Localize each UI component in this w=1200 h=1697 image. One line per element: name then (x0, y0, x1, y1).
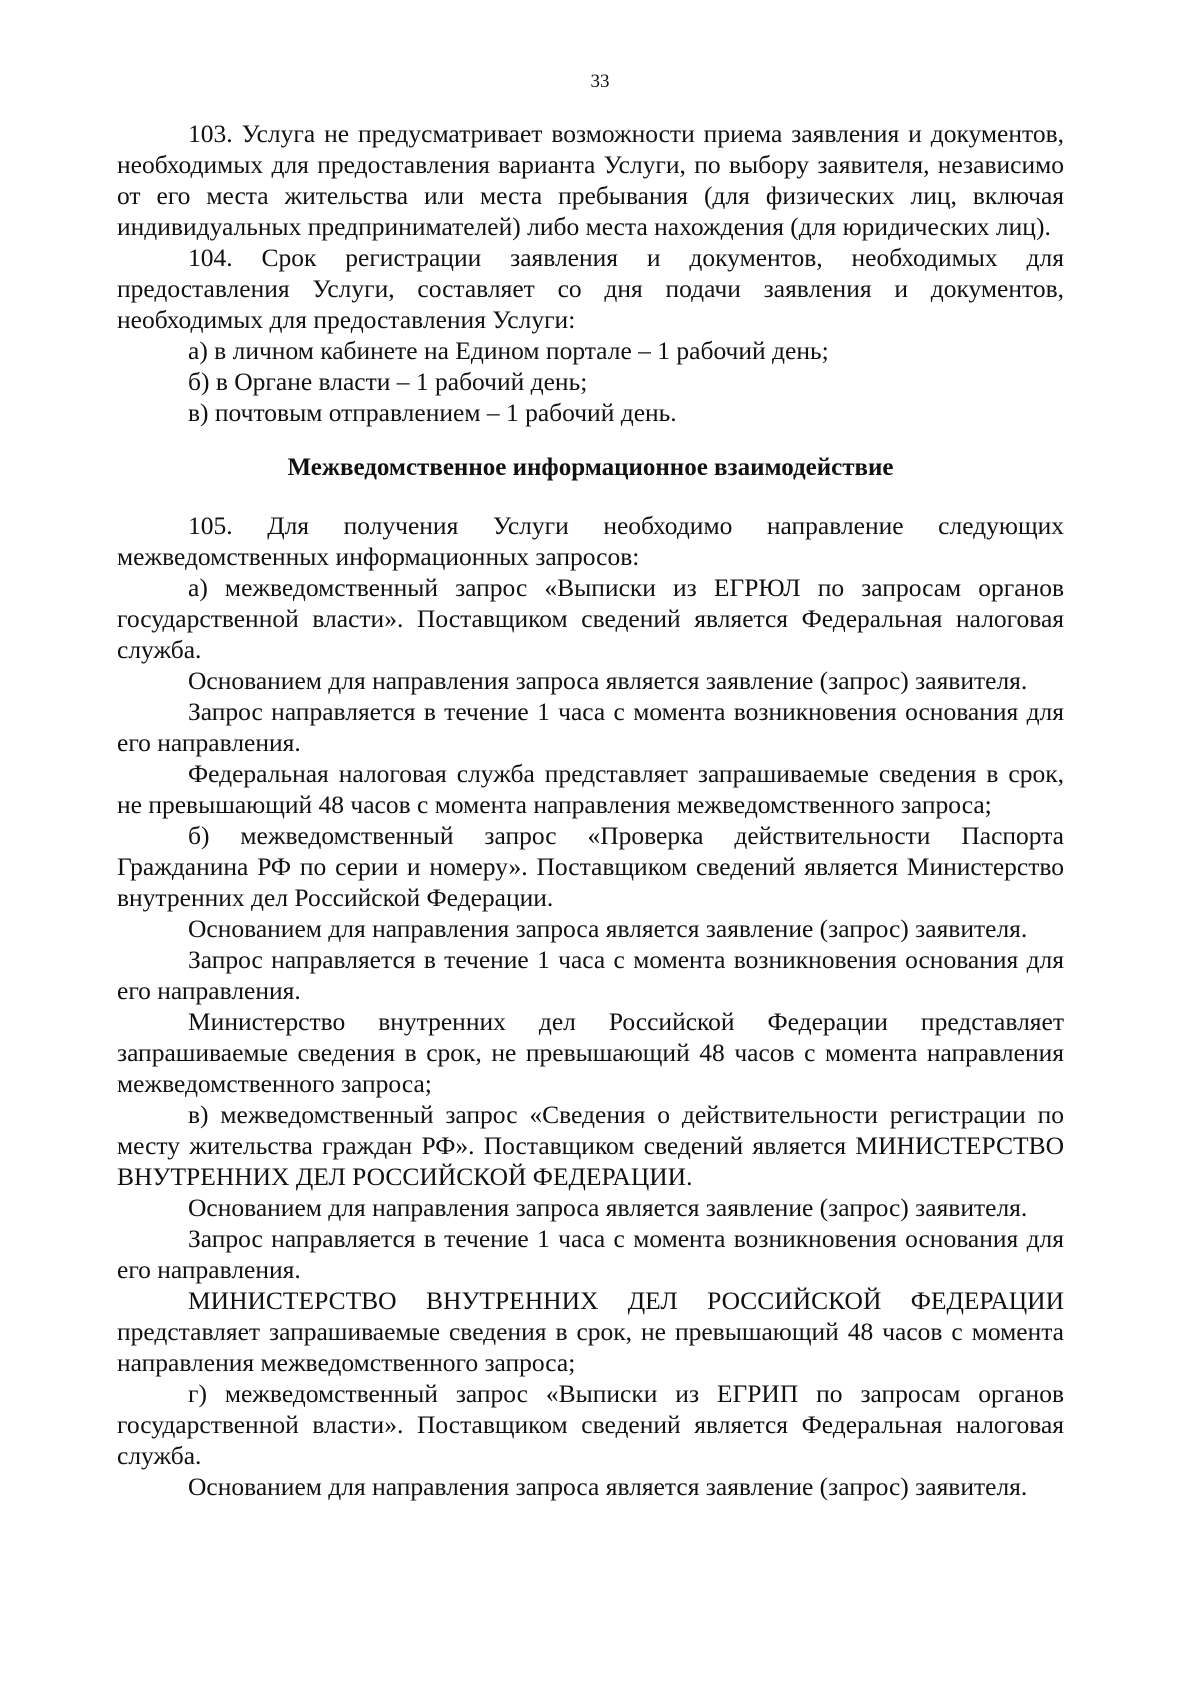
paragraph: Запрос направляется в течение 1 часа с момента возникновения основания для его направления. (117, 1224, 1064, 1284)
paragraph-105: 105. Для получения Услуги необходимо направление следующих межведомственных информационных запросов: (117, 511, 1064, 571)
paragraph: Федеральная налоговая служба представляет запрашиваемые сведения в срок, не превышающий 48 часов с момента направления межведомственного запроса; (117, 759, 1064, 819)
paragraph: Основанием для направления запроса является заявление (запрос) заявителя. (188, 914, 1028, 943)
document-body (117, 118, 1064, 1502)
paragraph: Запрос направляется в течение 1 часа с момента возникновения основания для его направления. (117, 697, 1064, 757)
paragraph: МИНИСТЕРСТВО ВНУТРЕННИХ ДЕЛ РОССИЙСКОЙ ФЕДЕРАЦИИ представляет запрашиваемые сведения в срок, не превышающий 48 часов с момента направления межведомственного запроса; (117, 1286, 1064, 1377)
paragraph: Запрос направляется в течение 1 часа с момента возникновения основания для его направления. (117, 945, 1064, 1005)
page-number: 33 (590, 71, 610, 92)
request-b: б) межведомственный запрос «Проверка действительности Паспорта Гражданина РФ по серии и номеру». Поставщиком сведений является Министерство внутренних дел Российской Федерации. (117, 821, 1064, 912)
paragraph: Основанием для направления запроса является заявление (запрос) заявителя. (188, 1472, 1028, 1501)
list-item-a: а) в личном кабинете на Едином портале – 1 рабочий день; (188, 336, 829, 365)
paragraph: Основанием для направления запроса является заявление (запрос) заявителя. (188, 666, 1028, 695)
section-heading: Межведомственное информационное взаимодействие (287, 454, 894, 481)
request-v: в) межведомственный запрос «Сведения о действительности регистрации по месту жительства граждан РФ». Поставщиком сведений является МИНИСТЕРСТВО ВНУТРЕННИХ ДЕЛ РОССИЙСКОЙ ФЕДЕРАЦИИ. (117, 1100, 1064, 1191)
request-a: а) межведомственный запрос «Выписки из ЕГРЮЛ по запросам органов государственной власти». Поставщиком сведений является Федеральная налоговая служба. (117, 573, 1064, 664)
paragraph: Министерство внутренних дел Российской Федерации представляет запрашиваемые сведения в срок, не превышающий 48 часов с момента направления межведомственного запроса; (117, 1007, 1064, 1098)
paragraph-104: 104. Срок регистрации заявления и документов, необходимых для предоставления Услуги, составляет со дня подачи заявления и документов, необходимых для предоставления Услуги: (117, 243, 1064, 334)
list-item-b: б) в Органе власти – 1 рабочий день; (188, 367, 588, 396)
paragraph-103: 103. Услуга не предусматривает возможности приема заявления и документов, необходимых для предоставления варианта Услуги, по выбору заявителя, независимо от его места жительства или места пребывания (для физических лиц, включая индивидуальных предпринимателей) либо места нахождения (для юридических лиц). (117, 119, 1064, 241)
list-item-v: в) почтовым отправлением – 1 рабочий день. (188, 398, 677, 427)
request-g: г) межведомственный запрос «Выписки из ЕГРИП по запросам органов государственной власти». Поставщиком сведений является Федеральная налоговая служба. (117, 1379, 1064, 1470)
paragraph: Основанием для направления запроса является заявление (запрос) заявителя. (188, 1193, 1028, 1222)
